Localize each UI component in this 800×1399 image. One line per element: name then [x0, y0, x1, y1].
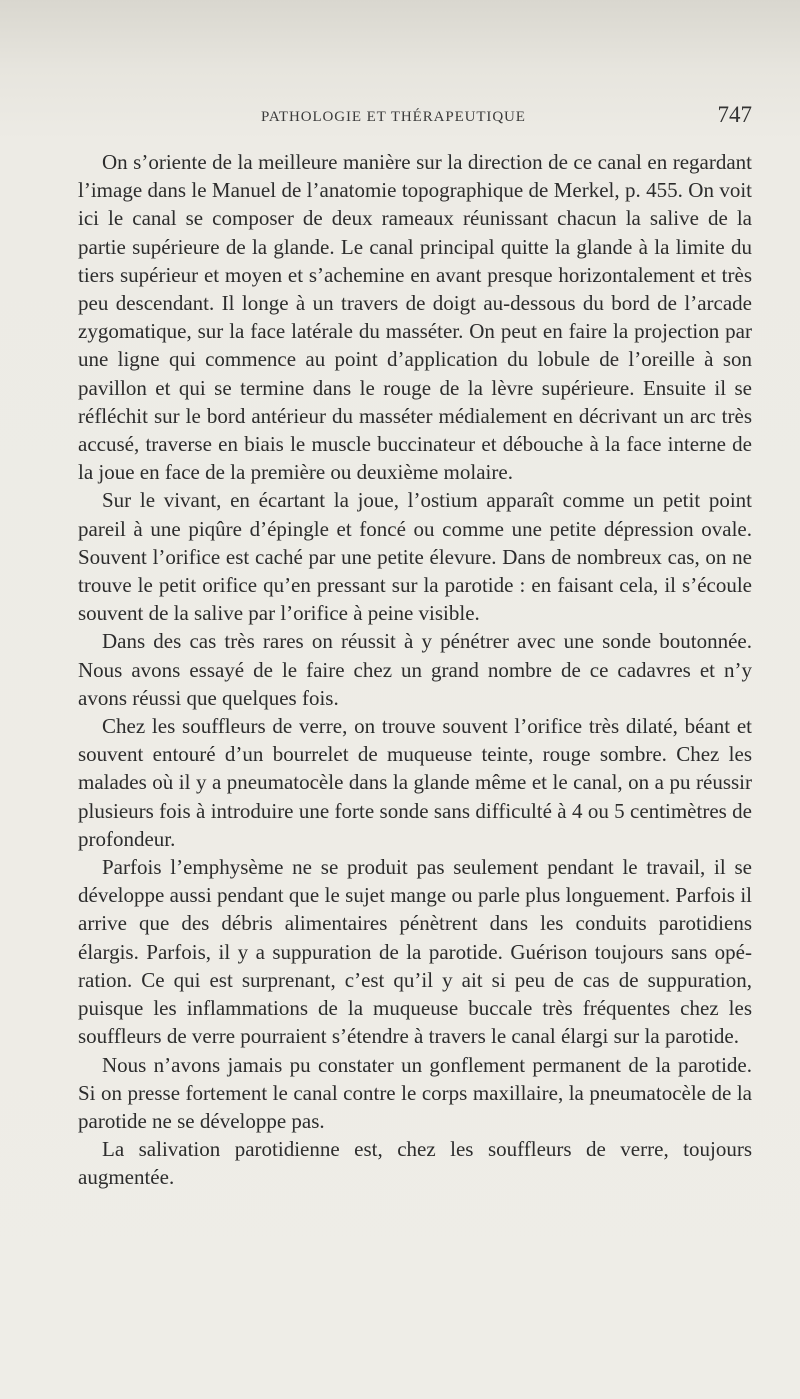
paragraph-7: La salivation parotidienne est, chez les souffleurs de verre, toujours augmentée. [78, 1137, 752, 1190]
paragraph-4: Chez les souffleurs de verre, on trouve souvent l’orifice très dilaté, béant et souvent entouré d’un bourrelet de muqueuse teinte, rouge sombre. Chez les malades où il y a pneumatocèle dans la glande même et le canal, on a pu réussir plusieurs fois à introduire une forte sonde sans difficulté à 4 ou 5 centimètres de profondeur. [78, 714, 752, 851]
paragraph-6: Nous n’avons jamais pu constater un gonflement permanent de la parotide. Si on presse fortement le canal contre le corps maxillaire, la pneumatocèle de la parotide ne se développe pas. [78, 1052, 752, 1133]
page-number: 747 [717, 102, 752, 127]
running-title: PATHOLOGIE ET THÉRAPEUTIQUE [261, 109, 526, 125]
paragraph-2: Sur le vivant, en écartant la joue, l’ostium apparaît comme un petit point pareil à une piqûre d’épingle et foncé ou comme une petite dépression ovale. Souvent l’orifice est caché par une petite élevure. Dans de nombreux cas, on ne trouve le petit orifice qu’en pressant sur la parotide : en faisant cela, il s’écoule souvent de la salive par l’orifice à peine visible. [78, 488, 752, 626]
paragraph-5: Parfois l’emphysème ne se produit pas seulement pendant le travail, il se développe aussi pendant que le sujet mange ou parle plus longuement. Parfois il arrive que des débris alimentaires pénètrent dans les conduits parotidiens élargis. Parfois, il y a suppuration de la parotide. Guérison toujours sans opération. Ce qui est surprenant, c’est qu’il y ait si peu de cas de suppuration, puisque les inflammations de la muqueuse buccale très fréquentes chez les souffleurs de verre pourraient s’étendre à travers le canal élargi sur la parotide. [78, 855, 752, 1049]
page-header [78, 100, 752, 136]
paragraph-1: On s’oriente de la meilleure manière sur la direction de ce canal en regardant l’image dans le Manuel de l’anatomie topographique de Merkel, p. 455. On voit ici le canal se composer de deux rameaux réunissant chacun la salive de la partie supérieure de la glande. Le canal principal quitte la glande à la limite du tiers supérieur et moyen et s’achemine en avant presque horizontalement et très peu descendant. Il longe à un travers de doigt au-dessous du bord de l’arcade zygomatique, sur la face latérale du masséter. On peut en faire la projection par une ligne qui commence au point d’application du lobule de l’oreille à son pavillon et qui se termine dans le rouge de la lèvre supérieure. Ensuite il se réfléchit sur le bord antérieur du masséter médialement en décrivant un arc très accusé, traverse en biais le muscle buccinateur et débouche à la face interne de la joue en face de la première ou deuxième molaire. [78, 150, 752, 485]
body-text [78, 148, 752, 1192]
paragraph-3: Dans des cas très rares on réussit à y pénétrer avec une sonde boutonnée. Nous avons essayé de le faire chez un grand nombre de ce cadavres et n’y avons réussi que quelques fois. [78, 629, 752, 710]
